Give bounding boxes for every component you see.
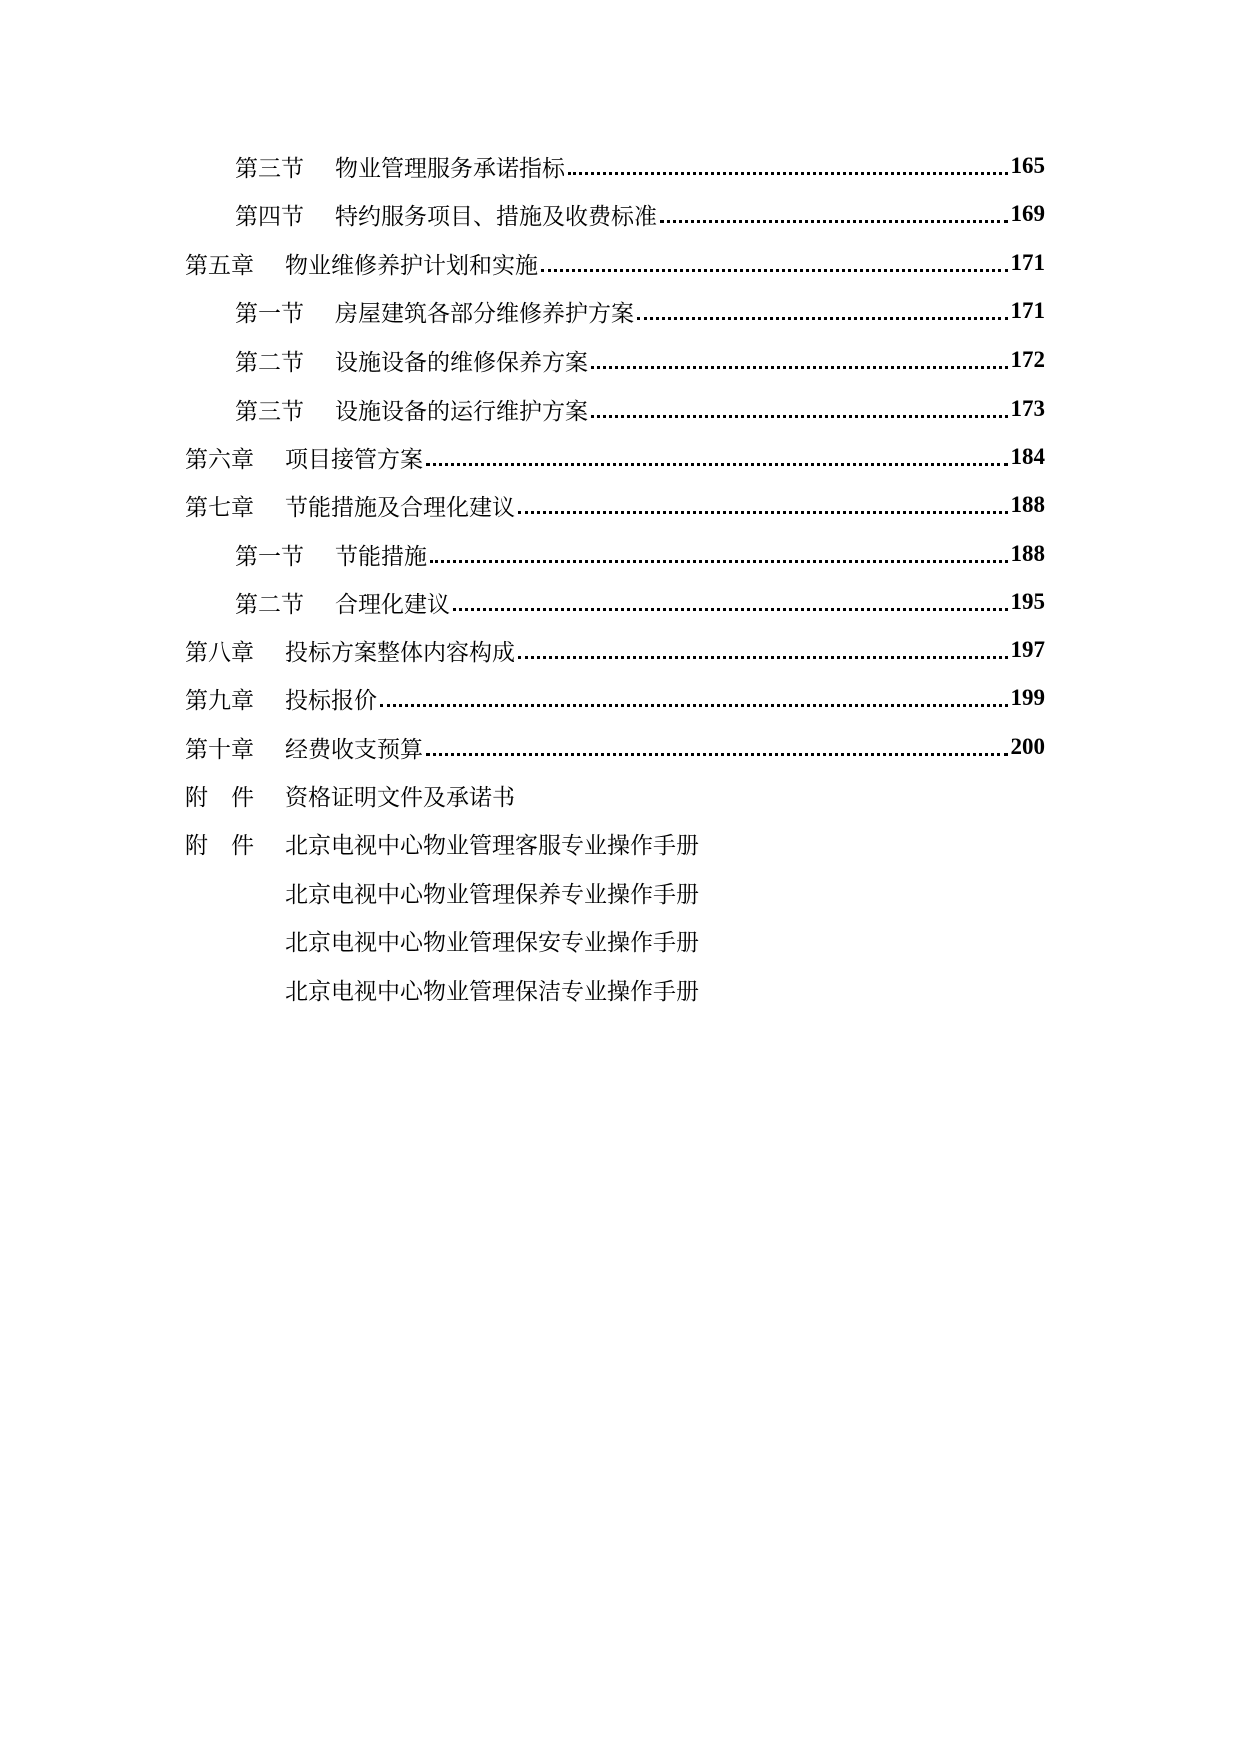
toc-appendix[interactable]	[185, 969, 1045, 1009]
dot-leader	[518, 511, 1008, 514]
toc-entry-number: 第三节	[235, 398, 304, 425]
toc-entry-title: 设施设备的维修保养方案	[335, 349, 588, 376]
dot-leader	[568, 172, 1008, 175]
toc-entry-number: 第一节	[235, 300, 304, 327]
toc-entry-page: 197	[1010, 637, 1045, 662]
toc-entry-title: 节能措施及合理化建议	[285, 494, 515, 521]
toc-entry[interactable]	[185, 678, 1045, 718]
toc-entry-page: 199	[1010, 685, 1045, 710]
toc-entry[interactable]	[185, 243, 1045, 283]
toc-entry[interactable]	[185, 630, 1045, 670]
toc-entry-title: 项目接管方案	[285, 446, 423, 473]
toc-entry[interactable]	[235, 582, 1045, 622]
toc-entry-page: 200	[1010, 734, 1045, 759]
dot-leader	[380, 704, 1008, 707]
toc-entry-number: 第八章	[185, 639, 254, 666]
toc-entry-number: 第三节	[235, 155, 304, 182]
toc-appendix[interactable]	[185, 872, 1045, 912]
dot-leader	[426, 753, 1008, 756]
toc-entry[interactable]	[235, 194, 1045, 234]
toc-entry[interactable]	[235, 534, 1045, 574]
toc-entry-title: 房屋建筑各部分维修养护方案	[335, 300, 634, 327]
dot-leader	[591, 415, 1008, 418]
toc-entry-title: 设施设备的运行维护方案	[335, 398, 588, 425]
dot-leader	[518, 656, 1008, 659]
toc-entry-page: 184	[1010, 444, 1045, 469]
toc-entry[interactable]	[235, 291, 1045, 331]
toc-entry-number: 第七章	[185, 494, 254, 521]
toc-entry-number: 第一节	[235, 543, 304, 570]
toc-entry[interactable]	[185, 437, 1045, 477]
toc-entry-page: 171	[1010, 298, 1045, 323]
toc-entry-page: 165	[1010, 153, 1045, 178]
toc-entry-page: 172	[1010, 347, 1045, 372]
toc-entry-title: 投标方案整体内容构成	[285, 639, 515, 666]
toc-entry-title: 投标报价	[285, 687, 377, 714]
appendix-title: 北京电视中心物业管理保洁专业操作手册	[285, 978, 699, 1005]
toc-entry-number: 第二节	[235, 349, 304, 376]
toc-entry-page: 169	[1010, 201, 1045, 226]
dot-leader	[591, 366, 1008, 369]
toc-entry-number: 第九章	[185, 687, 254, 714]
appendix-title: 北京电视中心物业管理客服专业操作手册	[285, 832, 699, 859]
toc-entry-title: 物业管理服务承诺指标	[335, 155, 565, 182]
appendix-label: 附 件	[185, 784, 254, 811]
toc-entry-title: 节能措施	[335, 543, 427, 570]
dot-leader	[637, 317, 1008, 320]
toc-entry-title: 特约服务项目、措施及收费标准	[335, 203, 657, 230]
toc-entry-number: 第五章	[185, 252, 254, 279]
toc-entry[interactable]	[235, 340, 1045, 380]
toc-entry[interactable]	[185, 485, 1045, 525]
toc-entry-title: 合理化建议	[335, 591, 450, 618]
dot-leader	[453, 608, 1008, 611]
toc-entry-page: 195	[1010, 589, 1045, 614]
toc-entry[interactable]	[185, 727, 1045, 767]
toc-entry[interactable]	[235, 389, 1045, 429]
dot-leader	[541, 269, 1008, 272]
toc-entry-page: 171	[1010, 250, 1045, 275]
toc-entry-number: 第十章	[185, 736, 254, 763]
toc-entry-page: 173	[1010, 396, 1045, 421]
toc-entry-page: 188	[1010, 492, 1045, 517]
toc-entry-title: 物业维修养护计划和实施	[285, 252, 538, 279]
toc-appendix[interactable]	[185, 920, 1045, 960]
toc-entry-number: 第四节	[235, 203, 304, 230]
dot-leader	[660, 220, 1008, 223]
toc-entry-title: 经费收支预算	[285, 736, 423, 763]
dot-leader	[430, 560, 1008, 563]
toc-appendix[interactable]	[185, 823, 1045, 863]
dot-leader	[426, 463, 1008, 466]
toc-entry-number: 第六章	[185, 446, 254, 473]
appendix-title: 北京电视中心物业管理保安专业操作手册	[285, 929, 699, 956]
appendix-title: 北京电视中心物业管理保养专业操作手册	[285, 881, 699, 908]
appendix-label: 附 件	[185, 832, 254, 859]
toc-entry-number: 第二节	[235, 591, 304, 618]
appendix-title: 资格证明文件及承诺书	[285, 784, 515, 811]
toc-entry[interactable]	[235, 146, 1045, 186]
toc-entry-page: 188	[1010, 541, 1045, 566]
toc-appendix[interactable]	[185, 775, 1045, 815]
